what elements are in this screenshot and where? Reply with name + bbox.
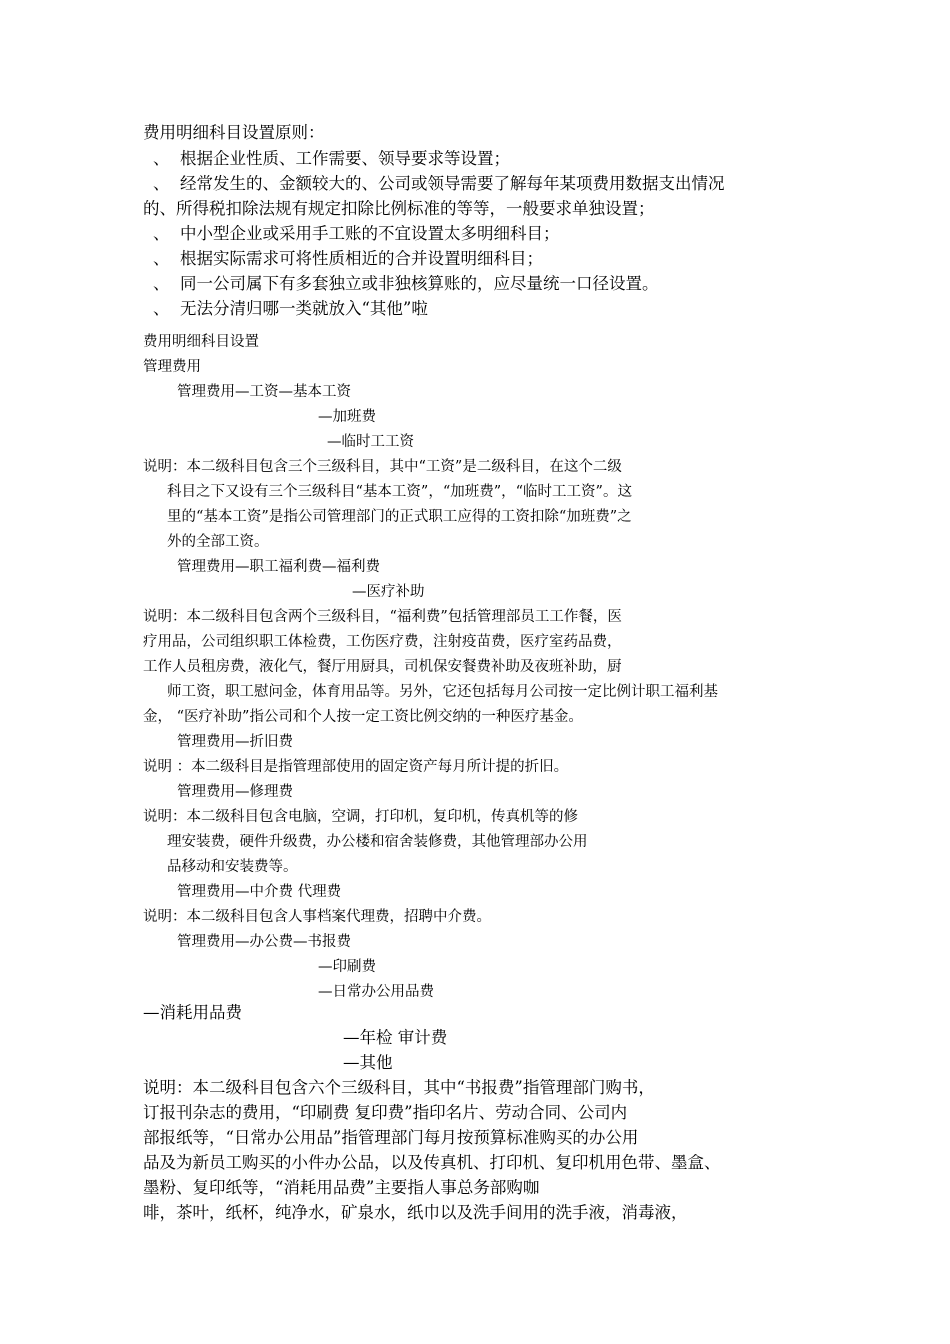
note-line: 师工资，职工慰问金，体育用品等。另外，它还包括每月公司按一定比例计职工福利基 [167, 684, 718, 700]
note-line: 说明：本二级科目包含电脑，空调，打印机，复印机，传真机等的修 [143, 809, 578, 825]
note-line: 疗用品，公司组织职工体检费，工伤医疗费，注射疫苗费，医疗室药品费， [143, 634, 622, 650]
principle-item: 、 无法分清归哪一类就放入“其他”啦 [153, 299, 428, 318]
note-line: 部报纸等，“日常办公用品”指管理部门每月按预算标准购买的办公用 [143, 1128, 639, 1147]
account-subline: —年检 审计费 [343, 1028, 448, 1047]
account-line: 管理费用—职工福利费—福利费 [177, 559, 380, 575]
note-line: 订报刊杂志的费用，“印刷费 复印费”指印名片、劳动合同、公司内 [143, 1103, 628, 1122]
account-subline: —临时工工资 [327, 434, 414, 450]
note-line: 啡，茶叶，纸杯，纯净水，矿泉水，纸巾以及洗手间用的洗手液，消毒液， [143, 1203, 688, 1222]
note-line: 说明：本二级科目包含六个三级科目，其中“书报费”指管理部门购书， [143, 1078, 655, 1097]
note-line: 金， “医疗补助”指公司和个人按一定工资比例交纳的一种医疗基金。 [143, 709, 583, 725]
account-line: 管理费用—工资—基本工资 [177, 384, 351, 400]
account-subline: —印刷费 [318, 959, 376, 975]
account-subline: —消耗用品费 [143, 1003, 242, 1022]
account-subline: —医疗补助 [352, 584, 425, 600]
principles-title: 费用明细科目设置原则： [143, 123, 325, 142]
note-line: 墨粉、复印纸等，“消耗用品费”主要指人事总务部购咖 [143, 1178, 540, 1197]
account-line: 管理费用—中介费 代理费 [177, 884, 342, 900]
account-subline: —其他 [343, 1053, 393, 1072]
note-line: 科目之下又设有三个三级科目“基本工资”，“加班费”，“临时工工资”。这 [167, 484, 632, 500]
note-line: 品及为新员工购买的小件办公品，以及传真机、打印机、复印机用色带、墨盒、 [143, 1153, 721, 1172]
note-line: 说明：本二级科目包含两个三级科目，“福利费”包括管理部员工工作餐，医 [143, 609, 622, 625]
principle-item: 、 经常发生的、金额较大的、公司或领导需要了解每年某项费用数据支出情况 [153, 174, 725, 193]
section-subtitle: 管理费用 [143, 359, 201, 375]
principle-item: 、 根据实际需求可将性质相近的合并设置明细科目； [153, 249, 543, 268]
account-subline: —加班费 [318, 409, 376, 425]
account-line: 管理费用—办公费—书报费 [177, 934, 351, 950]
note-line: 里的“基本工资”是指公司管理部门的正式职工应得的工资扣除“加班费”之 [167, 509, 632, 525]
note-line: 理安装费，硬件升级费，办公楼和宿舍装修费，其他管理部办公用 [167, 834, 588, 850]
note-line: 外的全部工资。 [167, 534, 269, 550]
account-line: 管理费用—修理费 [177, 784, 293, 800]
note-line: 工作人员租房费，液化气，餐厅用厨具，司机保安餐费补助及夜班补助，厨 [143, 659, 622, 675]
principle-item-continued: 的、所得税扣除法规有规定扣除比例标准的等等，一般要求单独设置； [143, 199, 655, 218]
principle-item: 、 中小型企业或采用手工账的不宜设置太多明细科目； [153, 224, 560, 243]
account-subline: —日常办公用品费 [318, 984, 434, 1000]
principle-item: 、 同一公司属下有多套独立或非独核算账的，应尽量统一口径设置。 [153, 274, 659, 293]
section-title: 费用明细科目设置 [143, 334, 259, 350]
note-line: 说明：本二级科目包含三个三级科目，其中“工资”是二级科目，在这个二级 [143, 459, 622, 475]
note-line: 说明：本二级科目包含人事档案代理费，招聘中介费。 [143, 909, 491, 925]
note-line: 说明 ：本二级科目是指管理部使用的固定资产每月所计提的折旧。 [143, 759, 569, 775]
principle-item: 、 根据企业性质、工作需要、领导要求等设置； [153, 149, 510, 168]
note-line: 品移动和安装费等。 [167, 859, 298, 875]
account-line: 管理费用—折旧费 [177, 734, 293, 750]
